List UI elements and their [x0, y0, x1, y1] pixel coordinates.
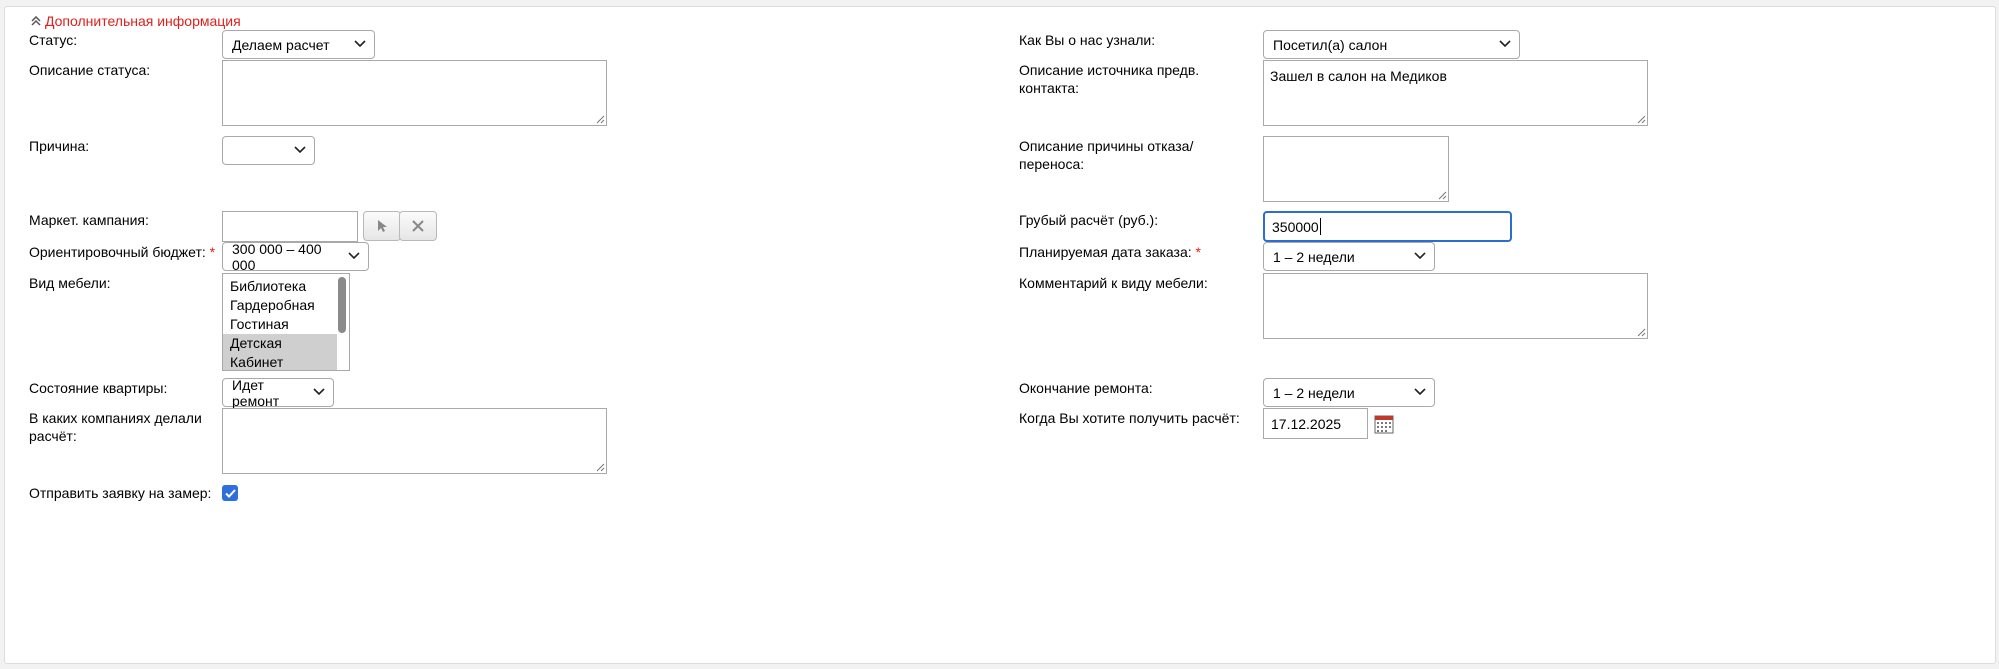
chevron-down-icon	[1499, 40, 1511, 48]
text-caret	[1320, 218, 1321, 235]
status-select[interactable]	[222, 30, 375, 59]
apartment-state-label: Состояние квартиры:	[29, 380, 168, 396]
rough-calc-value: 350000	[1272, 218, 1319, 235]
source-description-label: Описание источника предв. контакта:	[1019, 62, 1200, 96]
status-description-label: Описание статуса:	[29, 62, 151, 78]
renovation-end-select[interactable]	[1263, 378, 1435, 407]
planned-date-select[interactable]	[1263, 242, 1435, 271]
planned-date-label-text: Планируемая дата заказа:	[1019, 244, 1192, 260]
checkmark-icon	[225, 489, 236, 498]
chevron-down-icon	[294, 146, 306, 154]
furniture-option[interactable]: Детская	[223, 334, 337, 353]
resize-handle-icon[interactable]	[1637, 328, 1646, 337]
budget-value: 300 000 – 400 000	[232, 240, 322, 273]
status-value: Делаем расчет	[232, 36, 330, 53]
companies-calculated-label: В каких компаниях делали расчёт:	[29, 410, 202, 444]
furniture-type-listbox[interactable]	[222, 273, 350, 371]
status-description-textarea[interactable]	[222, 60, 607, 126]
how-found-label: Как Вы о нас узнали:	[1019, 32, 1156, 48]
budget-label	[29, 243, 215, 261]
section-toggle[interactable]	[31, 13, 241, 29]
refusal-description-label: Описание причины отказа/переноса:	[1019, 138, 1194, 172]
furniture-option[interactable]: Гостиная	[230, 316, 289, 332]
refusal-description-textarea[interactable]	[1263, 136, 1449, 202]
how-found-value: Посетил(а) салон	[1273, 36, 1388, 53]
chevron-down-icon	[354, 40, 366, 48]
furniture-option[interactable]: Гардеробная	[230, 297, 315, 313]
clear-campaign-button[interactable]	[399, 211, 437, 241]
furniture-type-label: Вид мебели:	[29, 275, 111, 291]
planned-date-value: 1 – 2 недели	[1273, 248, 1355, 265]
marketing-campaign-input[interactable]	[222, 211, 358, 242]
cursor-arrow-icon	[376, 219, 388, 233]
chevron-down-icon	[348, 252, 360, 260]
chevron-down-icon	[1414, 388, 1426, 396]
calendar-icon[interactable]	[1374, 414, 1394, 437]
calc-date-input[interactable]	[1263, 408, 1368, 439]
status-label: Статус:	[29, 32, 78, 48]
rough-calc-input[interactable]	[1263, 211, 1512, 242]
apartment-state-value: Идет ремонт	[232, 376, 280, 409]
source-description-value: Зашел в салон на Медиков	[1270, 68, 1447, 84]
companies-calculated-textarea[interactable]	[222, 408, 607, 474]
close-icon	[411, 219, 425, 233]
listbox-scrollbar[interactable]	[338, 277, 346, 333]
furniture-comment-label: Комментарий к виду мебели:	[1019, 275, 1208, 291]
chevron-down-icon	[313, 388, 325, 396]
double-chevron-up-icon	[31, 16, 41, 26]
budget-select[interactable]	[222, 242, 369, 271]
furniture-comment-textarea[interactable]	[1263, 273, 1648, 339]
marketing-campaign-label: Маркет. кампания:	[29, 212, 149, 228]
resize-handle-icon[interactable]	[1637, 115, 1646, 124]
planned-date-label	[1019, 243, 1201, 261]
calc-date-label: Когда Вы хотите получить расчёт:	[1019, 410, 1240, 426]
resize-handle-icon[interactable]	[596, 463, 605, 472]
required-mark: *	[1195, 244, 1201, 260]
select-campaign-button[interactable]	[363, 211, 401, 241]
section-title: Дополнительная информация	[45, 13, 241, 29]
reason-label: Причина:	[29, 138, 90, 154]
renovation-end-value: 1 – 2 недели	[1273, 384, 1355, 401]
reason-select[interactable]	[222, 136, 315, 165]
send-request-checkbox[interactable]	[222, 485, 238, 501]
rough-calc-label: Грубый расчёт (руб.):	[1019, 212, 1159, 228]
additional-info-panel	[4, 6, 1996, 664]
furniture-option[interactable]: Библиотека	[230, 278, 307, 294]
renovation-end-label: Окончание ремонта:	[1019, 380, 1153, 396]
calc-date-value: 17.12.2025	[1271, 415, 1342, 432]
budget-label-text: Ориентировочный бюджет:	[29, 244, 206, 260]
chevron-down-icon	[1414, 252, 1426, 260]
furniture-option[interactable]: Кабинет	[223, 353, 337, 371]
source-description-textarea[interactable]	[1263, 60, 1648, 126]
resize-handle-icon[interactable]	[1438, 191, 1447, 200]
required-mark: *	[209, 244, 216, 260]
apartment-state-select[interactable]	[222, 378, 334, 407]
how-found-select[interactable]	[1263, 30, 1520, 59]
send-request-label: Отправить заявку на замер:	[29, 485, 212, 501]
resize-handle-icon[interactable]	[596, 115, 605, 124]
